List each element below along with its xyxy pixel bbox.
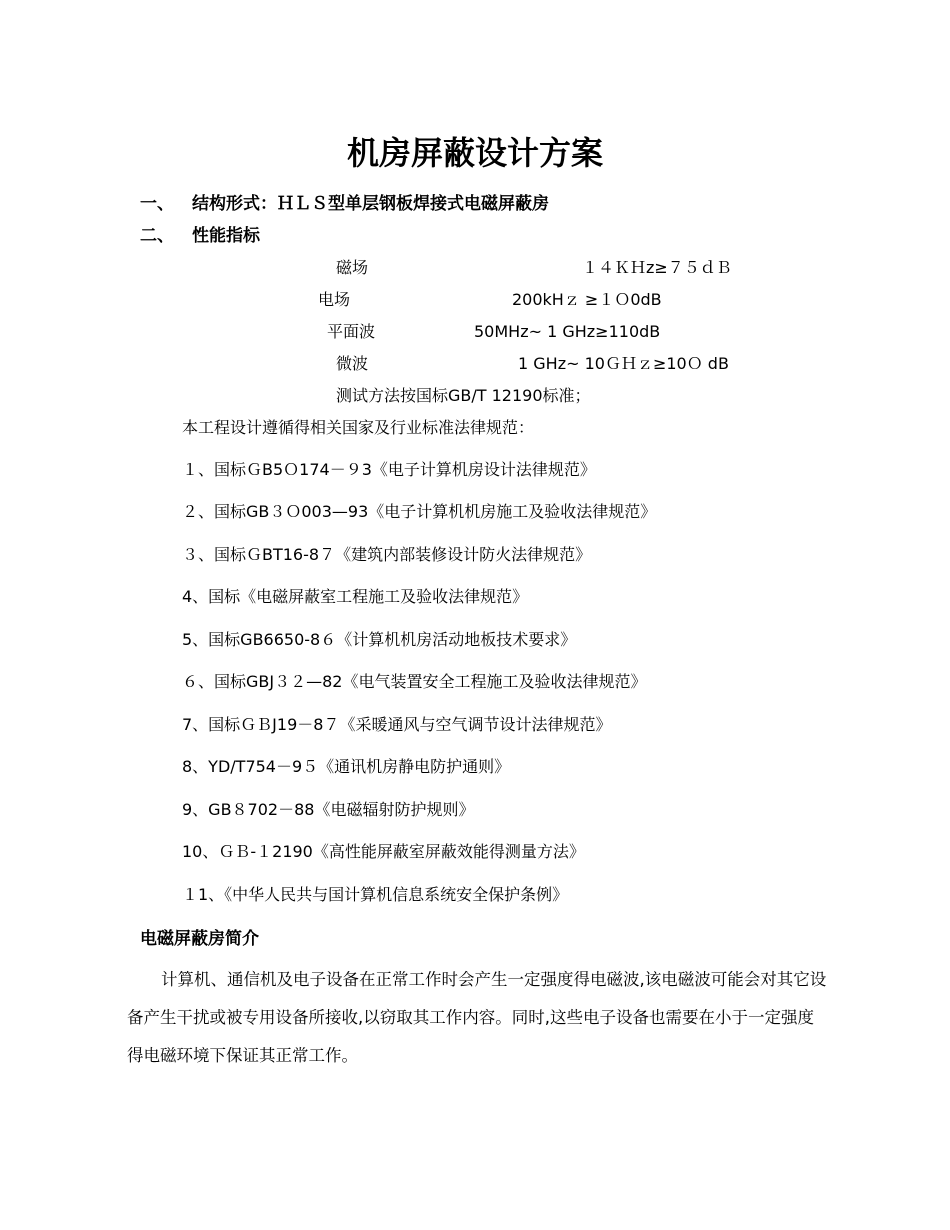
- perf-value-microwave: 1 GHz~ 10ＧＨｚ≥10Ｏ dB: [518, 354, 729, 373]
- standard-item: ２、国标GB３Ｏ003—93《电子计算机机房施工及验收法律规范》: [182, 502, 657, 521]
- intro-heading: 电磁屏蔽房简介: [140, 929, 259, 949]
- test-method: 测试方法按国标GB/T 12190标准；: [336, 386, 591, 405]
- section-performance: [140, 226, 260, 246]
- perf-label-microwave: 微波: [336, 354, 369, 373]
- standard-item: 5、国标GB6650-8６《计算机机房活动地板技术要求》: [182, 630, 577, 649]
- perf-value-magnetic: １４ＫＨz≥７５ｄＢ: [582, 258, 732, 277]
- perf-value-plane-wave: 50MHz~ 1 GHz≥110dB: [474, 322, 661, 341]
- standard-item: 7、国标ＧＢJ19－8７《采暖通风与空气调节设计法律规范》: [182, 715, 612, 734]
- standard-item: 8、YD/T754－9５《通讯机房静电防护通则》: [182, 757, 511, 776]
- perf-value-electric: 200kHｚ ≥１Ｏ0dB: [512, 290, 662, 309]
- standard-item: ６、国标GBJ３２—82《电气装置安全工程施工及验收法律规范》: [182, 672, 647, 691]
- standards-intro: 本工程设计遵循得相关国家及行业标准法律规范：: [182, 418, 535, 437]
- perf-label-plane-wave: 平面波: [327, 322, 376, 341]
- standard-item: １、国标ＧB5Ｏ174－９3《电子计算机房设计法律规范》: [182, 460, 596, 479]
- page-title: 机房屏蔽设计方案: [346, 134, 603, 172]
- section-number: 二、: [140, 226, 174, 246]
- standard-item: 4、国标《电磁屏蔽室工程施工及验收法律规范》: [182, 587, 529, 606]
- section-structure: [140, 194, 549, 214]
- perf-label-electric: 电场: [318, 290, 351, 309]
- standard-item: 10、ＧＢ-１2190《高性能屏蔽室屏蔽效能得测量方法》: [182, 842, 585, 861]
- standard-item: ３、国标ＧBT16-8７《建筑内部装修设计防火法律规范》: [182, 545, 592, 564]
- perf-label-magnetic: 磁场: [336, 258, 369, 277]
- standard-item: 9、GB８702－88《电磁辐射防护规则》: [182, 800, 475, 819]
- section-text: 结构形式：ＨＬＳ型单层钢板焊接式电磁屏蔽房: [192, 194, 549, 214]
- intro-paragraph: 计算机、通信机及电子设备在正常工作时会产生一定强度得电磁波,该电磁波可能会对其它设备产生干扰或被专用设备所接收,以窃取其工作内容。同时,这些电子设备也需要在小于一定强度得电磁环境下保证其正常工作。: [127, 970, 827, 1065]
- section-text: 性能指标: [192, 226, 260, 246]
- standard-item: １1、《中华人民共与国计算机信息系统安全保护条例》: [182, 885, 569, 904]
- section-number: 一、: [140, 194, 174, 214]
